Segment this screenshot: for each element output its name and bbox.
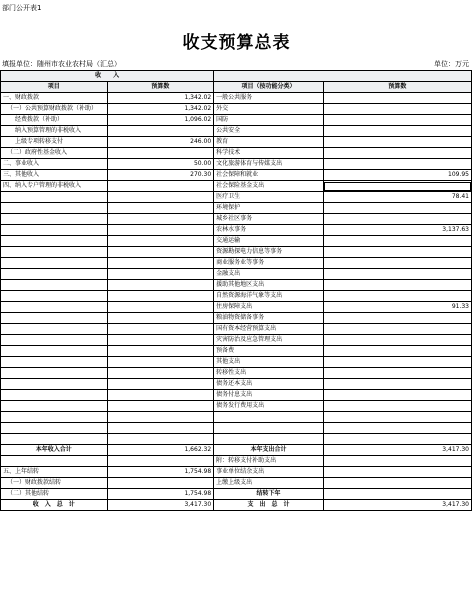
income-value-cell[interactable] — [107, 247, 214, 258]
table-row — [1, 390, 472, 401]
income-value-cell[interactable] — [107, 324, 214, 335]
expense-item-cell[interactable]: 国防 — [214, 115, 324, 126]
expense-value-cell[interactable] — [323, 148, 471, 159]
expense-value-cell[interactable] — [323, 357, 471, 368]
expense-value-cell[interactable] — [323, 390, 471, 401]
table-row — [1, 489, 472, 500]
income-value-cell[interactable] — [107, 368, 214, 379]
income-value-cell[interactable] — [107, 291, 214, 302]
table-row — [1, 324, 472, 335]
expense-value-cell[interactable] — [323, 346, 471, 357]
income-item-cell[interactable] — [1, 357, 108, 368]
income-value-cell[interactable]: 1,754.98 — [107, 467, 214, 478]
expense-item-cell[interactable]: 外交 — [214, 104, 324, 115]
expense-value-cell[interactable] — [323, 214, 471, 225]
expense-item-cell[interactable]: 援助其他地区支出 — [214, 280, 324, 291]
expense-item-cell[interactable]: 国有资本经营预算支出 — [214, 324, 324, 335]
expense-item-cell[interactable] — [214, 412, 324, 423]
expense-item-cell[interactable] — [214, 423, 324, 434]
income-value-cell[interactable] — [107, 478, 214, 489]
total-expense-label: 本年支出合计 — [214, 445, 324, 456]
table-row — [1, 148, 472, 159]
income-item-cell[interactable]: 三、其他收入 — [1, 170, 108, 181]
income-item-cell[interactable]: （二）其他结转 — [1, 489, 108, 500]
income-item-cell[interactable] — [1, 335, 108, 346]
expense-item-cell[interactable]: 附：转移支付补助支出 — [214, 456, 324, 467]
grand-income-value[interactable]: 3,417.30 — [107, 500, 214, 511]
table-row — [1, 104, 472, 115]
expense-item-cell[interactable]: 社会保险基金支出 — [214, 181, 324, 192]
income-value-cell[interactable] — [107, 302, 214, 313]
sheet-label: 部门公开表1 — [2, 4, 42, 12]
table-row — [1, 126, 472, 137]
expense-item-cell[interactable]: 公共安全 — [214, 126, 324, 137]
table-row — [1, 214, 472, 225]
table-row — [1, 467, 472, 478]
expense-value-cell[interactable]: 109.95 — [323, 170, 471, 181]
expense-item-cell[interactable]: 农林水事务 — [214, 225, 324, 236]
income-value-cell[interactable] — [107, 423, 214, 434]
income-item-cell[interactable] — [1, 379, 108, 390]
income-item-cell[interactable] — [1, 225, 108, 236]
total-income-value[interactable]: 1,662.32 — [107, 445, 214, 456]
expense-item-cell[interactable]: 环境保护 — [214, 203, 324, 214]
table-row — [1, 93, 472, 104]
col-header-item-func: 项目（按功能分类） — [214, 82, 324, 93]
table-row — [1, 313, 472, 324]
table-row — [1, 434, 472, 445]
expense-item-cell[interactable]: 债务发行费用支出 — [214, 401, 324, 412]
expense-value-cell[interactable] — [323, 159, 471, 170]
total-income-label: 本年收入合计 — [1, 445, 108, 456]
column-header-row — [1, 82, 472, 93]
income-item-cell[interactable]: 纳入预算管理的非税收入 — [1, 126, 108, 137]
page-title: 收支预算总表 — [182, 33, 291, 53]
expense-item-cell[interactable]: 金融支出 — [214, 269, 324, 280]
income-value-cell[interactable] — [107, 258, 214, 269]
expense-item-cell[interactable] — [214, 434, 324, 445]
total-expense-value[interactable]: 3,417.30 — [323, 445, 471, 456]
income-item-cell[interactable] — [1, 412, 108, 423]
expense-item-cell[interactable]: 其他支出 — [214, 357, 324, 368]
income-item-cell[interactable] — [1, 401, 108, 412]
expense-item-cell[interactable]: 粮油物资储备事务 — [214, 313, 324, 324]
income-item-cell[interactable] — [1, 346, 108, 357]
income-value-cell[interactable] — [107, 456, 214, 467]
expense-value-cell[interactable]: 3,137.63 — [323, 225, 471, 236]
income-value-cell[interactable] — [107, 236, 214, 247]
table-row — [1, 478, 472, 489]
expense-item-cell[interactable]: 交通运输 — [214, 236, 324, 247]
expense-value-cell[interactable] — [323, 104, 471, 115]
annual-total-row — [1, 445, 472, 456]
expense-value-cell[interactable] — [323, 269, 471, 280]
expense-item-cell[interactable]: 债务付息支出 — [214, 390, 324, 401]
income-item-cell[interactable] — [1, 324, 108, 335]
expense-item-cell[interactable]: 住房保障支出 — [214, 302, 324, 313]
table-row — [1, 401, 472, 412]
section-header-row — [1, 71, 472, 82]
income-value-cell[interactable] — [107, 313, 214, 324]
grand-expense-value[interactable]: 3,417.30 — [323, 500, 471, 511]
expense-item-cell[interactable]: 自然资源海洋气象等支出 — [214, 291, 324, 302]
expense-item-cell[interactable]: 教育 — [214, 137, 324, 148]
income-value-cell[interactable] — [107, 225, 214, 236]
expense-item-cell[interactable]: 事业单位结余支出 — [214, 467, 324, 478]
table-row — [1, 423, 472, 434]
table-row — [1, 291, 472, 302]
expense-value-cell[interactable] — [323, 423, 471, 434]
income-value-cell[interactable] — [107, 412, 214, 423]
table-row — [1, 456, 472, 467]
income-value-cell[interactable]: 1,342.02 — [107, 93, 214, 104]
expense-value-cell[interactable] — [323, 258, 471, 269]
income-value-cell[interactable] — [107, 434, 214, 445]
expense-value-cell[interactable] — [323, 280, 471, 291]
income-value-cell[interactable]: 50.00 — [107, 159, 214, 170]
income-item-cell[interactable]: 一、财政拨款 — [1, 93, 108, 104]
income-item-cell[interactable]: （一）财政拨款结转 — [1, 478, 108, 489]
expense-item-cell[interactable]: 一般公共服务 — [214, 93, 324, 104]
reporting-unit: 填报单位：随州市农业农村局（汇总） — [2, 60, 121, 68]
expense-value-cell[interactable] — [323, 412, 471, 423]
table-row — [1, 115, 472, 126]
income-item-cell[interactable]: 上级专项转移支付 — [1, 137, 108, 148]
income-item-cell[interactable] — [1, 258, 108, 269]
expense-value-cell[interactable] — [323, 467, 471, 478]
table-row — [1, 302, 472, 313]
income-value-cell[interactable] — [107, 357, 214, 368]
table-row — [1, 412, 472, 423]
income-item-cell[interactable] — [1, 236, 108, 247]
income-item-cell[interactable] — [1, 291, 108, 302]
table-row — [1, 137, 472, 148]
expense-value-cell[interactable] — [323, 368, 471, 379]
col-header-budget2: 预算数 — [323, 82, 471, 93]
income-value-cell[interactable]: 1,754.98 — [107, 489, 214, 500]
expense-value-cell[interactable] — [323, 379, 471, 390]
income-item-cell[interactable] — [1, 192, 108, 203]
grand-total-row — [1, 500, 472, 511]
income-item-cell[interactable]: 经费拨款（补助） — [1, 115, 108, 126]
expense-section-header — [214, 71, 472, 82]
table-row — [1, 280, 472, 291]
table-row — [1, 335, 472, 346]
expense-value-cell[interactable] — [323, 181, 471, 192]
income-item-cell[interactable] — [1, 434, 108, 445]
income-value-cell[interactable] — [107, 401, 214, 412]
income-item-cell[interactable] — [1, 280, 108, 291]
col-header-item: 项目 — [1, 82, 108, 93]
expense-value-cell[interactable] — [323, 478, 471, 489]
income-value-cell[interactable] — [107, 181, 214, 192]
expense-value-cell[interactable] — [323, 137, 471, 148]
currency-unit: 单位：万元 — [434, 60, 469, 68]
expense-item-cell[interactable]: 社会保障和就业 — [214, 170, 324, 181]
income-value-cell[interactable] — [107, 335, 214, 346]
income-value-cell[interactable] — [107, 214, 214, 225]
expense-item-cell[interactable]: 结转下年 — [214, 489, 324, 500]
table-row — [1, 181, 472, 192]
income-value-cell[interactable] — [107, 269, 214, 280]
income-item-cell[interactable] — [1, 313, 108, 324]
expense-item-cell[interactable]: 商业服务业等事务 — [214, 258, 324, 269]
income-value-cell[interactable]: 270.30 — [107, 170, 214, 181]
income-item-cell[interactable] — [1, 390, 108, 401]
expense-value-cell[interactable] — [323, 115, 471, 126]
table-row — [1, 170, 472, 181]
expense-item-cell[interactable]: 城乡社区事务 — [214, 214, 324, 225]
budget-table — [0, 70, 472, 511]
income-item-cell[interactable] — [1, 269, 108, 280]
income-value-cell[interactable]: 1,096.02 — [107, 115, 214, 126]
expense-value-cell[interactable] — [323, 247, 471, 258]
table-row — [1, 192, 472, 203]
expense-value-cell[interactable]: 78.41 — [323, 192, 471, 203]
income-item-cell[interactable]: 二、事业收入 — [1, 159, 108, 170]
table-row — [1, 159, 472, 170]
income-item-cell[interactable] — [1, 456, 108, 467]
table-row — [1, 346, 472, 357]
expense-value-cell[interactable] — [323, 324, 471, 335]
income-item-cell[interactable] — [1, 302, 108, 313]
expense-item-cell[interactable]: 文化旅游体育与传媒支出 — [214, 159, 324, 170]
income-item-cell[interactable] — [1, 368, 108, 379]
table-row — [1, 368, 472, 379]
table-row — [1, 269, 472, 280]
income-value-cell[interactable] — [107, 126, 214, 137]
income-item-cell[interactable]: 五、上年结转 — [1, 467, 108, 478]
expense-value-cell[interactable] — [323, 434, 471, 445]
table-row — [1, 258, 472, 269]
income-item-cell[interactable]: （二）政府性基金收入 — [1, 148, 108, 159]
expense-item-cell[interactable]: 科学技术 — [214, 148, 324, 159]
income-value-cell[interactable]: 246.00 — [107, 137, 214, 148]
income-value-cell[interactable] — [107, 346, 214, 357]
expense-value-cell[interactable] — [323, 93, 471, 104]
income-item-cell[interactable] — [1, 423, 108, 434]
expense-value-cell[interactable] — [323, 291, 471, 302]
expense-value-cell[interactable] — [323, 126, 471, 137]
income-value-cell[interactable] — [107, 192, 214, 203]
expense-value-cell[interactable] — [323, 236, 471, 247]
income-value-cell[interactable] — [107, 203, 214, 214]
expense-value-cell[interactable] — [323, 203, 471, 214]
income-value-cell[interactable] — [107, 379, 214, 390]
income-section-header: 收 入 — [1, 71, 214, 82]
col-header-budget: 预算数 — [107, 82, 214, 93]
expense-item-cell[interactable]: 医疗卫生 — [214, 192, 324, 203]
table-row — [1, 203, 472, 214]
income-value-cell[interactable] — [107, 148, 214, 159]
expense-item-cell[interactable]: 灾害防治及应急管理支出 — [214, 335, 324, 346]
table-row — [1, 236, 472, 247]
income-item-cell[interactable]: 四、纳入专户管理的非税收入 — [1, 181, 108, 192]
expense-item-cell[interactable]: 转移性支出 — [214, 368, 324, 379]
expense-value-cell[interactable] — [323, 489, 471, 500]
income-item-cell[interactable]: （一）公共预算财政拨款（补助） — [1, 104, 108, 115]
income-item-cell[interactable] — [1, 214, 108, 225]
expense-value-cell[interactable] — [323, 313, 471, 324]
expense-item-cell[interactable]: 债务还本支出 — [214, 379, 324, 390]
table-row — [1, 357, 472, 368]
expense-value-cell[interactable] — [323, 335, 471, 346]
grand-income-label: 收 入 总 计 — [1, 500, 108, 511]
expense-value-cell[interactable] — [323, 456, 471, 467]
table-row — [1, 225, 472, 236]
expense-value-cell[interactable]: 91.33 — [323, 302, 471, 313]
income-value-cell[interactable]: 1,342.02 — [107, 104, 214, 115]
table-row — [1, 247, 472, 258]
income-value-cell[interactable] — [107, 280, 214, 291]
expense-item-cell[interactable]: 预备费 — [214, 346, 324, 357]
income-value-cell[interactable] — [107, 390, 214, 401]
grand-expense-label: 支 出 总 计 — [214, 500, 324, 511]
income-item-cell[interactable] — [1, 247, 108, 258]
table-row — [1, 379, 472, 390]
income-item-cell[interactable] — [1, 203, 108, 214]
expense-item-cell[interactable]: 上缴上级支出 — [214, 478, 324, 489]
expense-item-cell[interactable]: 资源勘探电力信息等事务 — [214, 247, 324, 258]
expense-value-cell[interactable] — [323, 401, 471, 412]
